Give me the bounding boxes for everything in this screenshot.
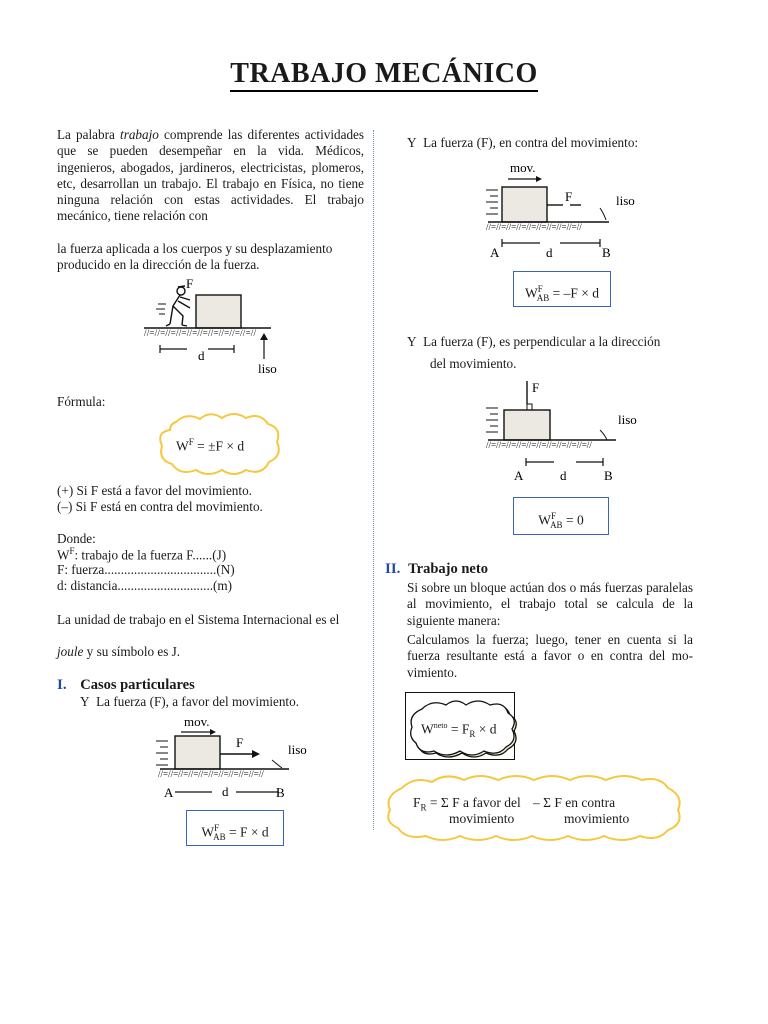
case-3-text-line-2: del movimiento. (430, 356, 517, 371)
speed-lines (486, 190, 498, 214)
point-b-label: B (604, 468, 613, 483)
case-3-text: Y La fuerza (F), es perpendicular a la dirección (407, 334, 661, 349)
section-2-paragraph-2: Calculamos la fuerza; luego, tener en cuenta si la fuerza resultante está a favor o en contra del mo- vimiento. (407, 632, 693, 680)
resultant-formula-against: – Σ F en contra (533, 795, 616, 810)
column-divider (373, 130, 374, 830)
block (502, 187, 547, 222)
distance-label: d (222, 784, 229, 799)
neto-formula: $W^{neto} = F_R \times d$ (421, 721, 497, 740)
surface-label: liso (616, 193, 635, 208)
emphasis-trabajo: trabajo (120, 127, 159, 142)
point-a-label: A (514, 468, 524, 483)
intro-paragraph: La palabra trabajo comprende las diferentes actividades que se pueden desempeñar en la vida. Médicos, ingenieros, abogados, jardineros, electricistas, plomeros, etc, desarrollan un trabajo. El trabajo en Física, no tiene ninguna relación con estas actividades. El trabajo mecánico, tiene relación con (57, 127, 365, 224)
case-2-text: Y La fuerza (F), en contra del movimiento: (407, 135, 639, 150)
case-3-diagram (484, 376, 644, 484)
svg-text://=//=//=//=//=//=//=//=//=//=: //=//=//=//=//=//=//=//=//=//=// (486, 440, 592, 450)
donde-label: Donde: (57, 531, 96, 546)
section-2-paragraph-1: Si sobre un bloque actúan dos o más fuerzas paralelas al movimiento, el trabajo total se calcula de la siguiente manera: (407, 580, 693, 628)
block (196, 295, 241, 328)
surface-label: liso (288, 742, 307, 757)
formula-label: Fórmula: (57, 394, 106, 409)
svg-text://=//=//=//=//=//=//=//=//=//=: //=//=//=//=//=//=//=//=//=//=// (158, 769, 264, 779)
def-distance: d: distancia.............................(m) (57, 578, 233, 593)
mov-label: mov. (184, 714, 210, 729)
bullet-icon: Y (407, 334, 417, 349)
section-1-numeral: I. (57, 677, 67, 693)
svg-text://=//=//=//=//=//=//=//=//=//=: //=//=//=//=//=//=//=//=//=//=// (144, 328, 257, 338)
svg-text://=//=//=//=//=//=//=//=//=//: //=//=//=//=//=//=//=//=//=// (486, 222, 582, 232)
point-a-label: A (490, 245, 500, 260)
distance-label: d (198, 348, 205, 363)
surface-label: liso (258, 361, 277, 376)
intro-paragraph-2: la fuerza aplicada a los cuerpos y su desplazamiento producido en la dirección de la fuerza. (57, 241, 333, 273)
worker-icon (156, 286, 190, 326)
def-work: $W^F$: trabajo de la fuerza F......(J) (57, 546, 227, 563)
section-1-title: Casos particulares (80, 677, 195, 693)
formula-box-case-1: $W^F_{AB} = F \times d$ (186, 810, 284, 846)
speed-lines (156, 741, 168, 765)
force-label: F (532, 380, 540, 395)
section-1-heading (57, 677, 195, 694)
sign-note-positive: (+) Si F está a favor del movimiento. (57, 483, 252, 498)
case-1-diagram (154, 710, 314, 802)
section-2-title: Trabajo neto (408, 561, 488, 577)
resultant-under-2: movimiento (564, 811, 630, 826)
resultant-under-1: movimiento (449, 811, 515, 826)
formula-box-case-3: $W^F_{AB} = 0$ (513, 497, 609, 535)
case-2-diagram (484, 152, 644, 264)
main-formula: $W^F = \pm F \times d$ (176, 437, 245, 454)
force-label: F (186, 276, 194, 291)
sign-note-negative: (–) Si F está en contra del movimiento. (57, 499, 263, 514)
point-b-label: B (276, 785, 285, 800)
section-2-heading (385, 561, 488, 578)
case-1-text: Y La fuerza (F), a favor del movimiento. (80, 694, 299, 709)
surface-label: liso (618, 412, 637, 427)
distance-label: d (546, 245, 553, 260)
bullet-icon: Y (80, 694, 90, 709)
unit-line: La unidad de trabajo en el Sistema Internacional es el (57, 612, 340, 627)
section-2-numeral: II. (385, 561, 401, 577)
point-a-label: A (164, 785, 174, 800)
unit-joule: joule y su símbolo es J. (57, 644, 181, 659)
speed-lines (486, 408, 498, 432)
page-title: TRABAJO MECÁNICO (0, 58, 768, 90)
point-b-label: B (602, 245, 611, 260)
mov-label: mov. (510, 160, 536, 175)
resultant-formula-line-1: $F_R = \Sigma$ F a favor del (413, 795, 521, 813)
bullet-icon: Y (407, 135, 417, 150)
distance-label: d (560, 468, 567, 483)
force-label: F (565, 189, 573, 204)
force-label: F (236, 735, 244, 750)
formula-box-case-2: $W^F_{AB} = -F \times d$ (513, 271, 611, 307)
block (504, 410, 550, 440)
block (175, 736, 220, 769)
def-force: F: fuerza..................................(N) (57, 562, 235, 577)
worker-pushing-block-figure (140, 276, 290, 380)
